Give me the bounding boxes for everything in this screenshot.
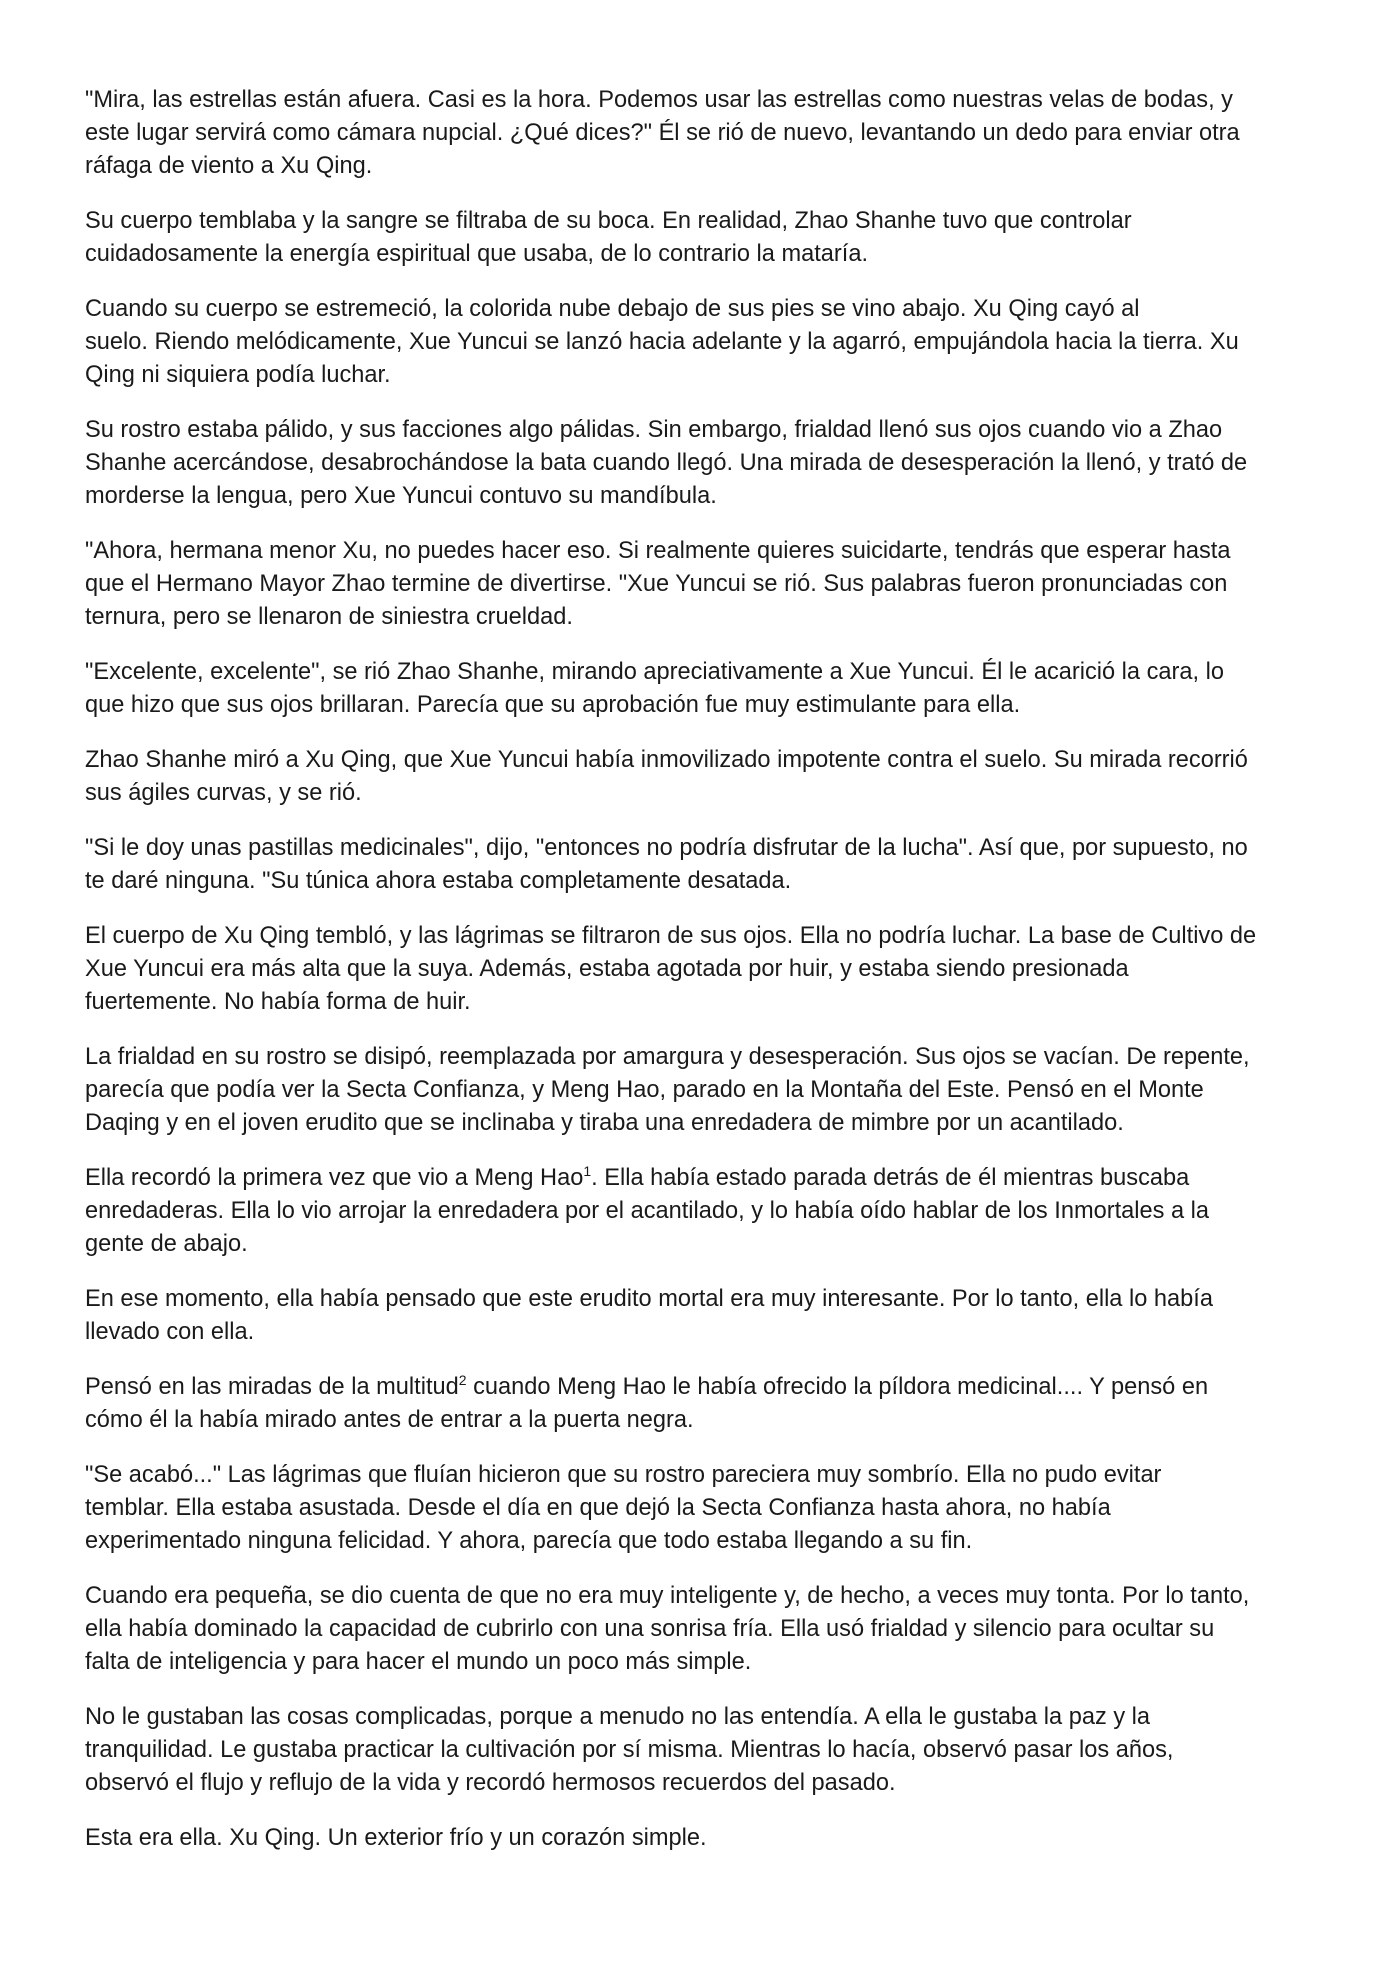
paragraph-12: En ese momento, ella había pensado que este erudito mortal era muy interesante. Por lo tanto, ella lo había llevado con ella.: [85, 1286, 1213, 1345]
paragraph-11: [85, 1162, 1325, 1261]
paragraph-14: "Se acabó..." Las lágrimas que fluían hicieron que su rostro pareciera muy sombrío. Ella no pudo evitar temblar. Ella estaba asustada. Desde el día en que dejó la Secta Confianza hasta ahora, no había experimentado ninguna felicidad. Y ahora, parecía que todo estaba llegando a su fin.: [85, 1462, 1162, 1554]
paragraph-17: Esta era ella. Xu Qing. Un exterior frío y un corazón simple.: [85, 1825, 707, 1851]
footnote-marker-2: 2: [458, 1372, 467, 1388]
paragraph-13: [85, 1371, 1325, 1437]
paragraph-13-text-after: cuando Meng Hao le había ofrecido la píldora medicinal.... Y pensó en cómo él la había mirado antes de entrar a la puerta negra.: [85, 1374, 1209, 1433]
paragraph-1: "Mira, las estrellas están afuera. Casi es la hora. Podemos usar las estrellas como nuestras velas de bodas, y este lugar servirá como cámara nupcial. ¿Qué dices?" Él se rió de nuevo, levantando un dedo para enviar otra ráfaga de viento a Xu Qing.: [85, 87, 1240, 179]
document-page: [85, 84, 1325, 1877]
paragraph-9: El cuerpo de Xu Qing tembló, y las lágrimas se filtraron de sus ojos. Ella no podría luchar. La base de Cultivo de Xue Yuncui era más alta que la suya. Además, estaba agotada por huir, y estaba siendo presionada fuertemente. No había forma de huir.: [85, 923, 1257, 1015]
paragraph-15: Cuando era pequeña, se dio cuenta de que no era muy inteligente y, de hecho, a veces muy tonta. Por lo tanto, ella había dominado la capacidad de cubrirlo con una sonrisa fría. Ella usó frialdad y silencio para ocultar su falta de inteligencia y para hacer el mundo un poco más simple.: [85, 1583, 1250, 1675]
paragraph-10: La frialdad en su rostro se disipó, reemplazada por amargura y desesperación. Sus ojos se vacían. De repente, parecía que podía ver la Secta Confianza, y Meng Hao, parado en la Montaña del Este. Pensó en el Monte Daqing y en el joven erudito que se inclinaba y tiraba una enredadera de mimbre por un acantilado.: [85, 1044, 1250, 1136]
paragraph-11-text-after: . Ella había estado parada detrás de él mientras buscaba enredaderas. Ella lo vio arrojar la enredadera por el acantilado, y lo había oído hablar de los Inmortales a la gente de abajo.: [85, 1165, 1210, 1257]
paragraph-11-text-before: Ella recordó la primera vez que vio a Meng Hao: [85, 1165, 584, 1191]
paragraph-7: Zhao Shanhe miró a Xu Qing, que Xue Yuncui había inmovilizado impotente contra el suelo. Su mirada recorrió sus ágiles curvas, y se rió.: [85, 747, 1248, 806]
paragraph-5: "Ahora, hermana menor Xu, no puedes hacer eso. Si realmente quieres suicidarte, tendrás que esperar hasta que el Hermano Mayor Zhao termine de divertirse. "Xue Yuncui se rió. Sus palabras fueron pronunciadas con ternura, pero se llenaron de siniestra crueldad.: [85, 538, 1231, 630]
paragraph-13-text-before: Pensó en las miradas de la multitud: [85, 1374, 459, 1400]
paragraph-16: No le gustaban las cosas complicadas, porque a menudo no las entendía. A ella le gustaba la paz y la tranquilidad. Le gustaba practicar la cultivación por sí misma. Mientras lo hacía, observó pasar los años, observó el flujo y reflujo de la vida y recordó hermosos recuerdos del pasado.: [85, 1704, 1174, 1796]
paragraph-2: Su cuerpo temblaba y la sangre se filtraba de su boca. En realidad, Zhao Shanhe tuvo que controlar cuidadosamente la energía espiritual que usaba, de lo contrario la mataría.: [85, 208, 1132, 267]
paragraph-8: "Si le doy unas pastillas medicinales", dijo, "entonces no podría disfrutar de la lucha". Así que, por supuesto, no te daré ninguna. "Su túnica ahora estaba completamente desatada.: [85, 835, 1248, 894]
paragraph-4: Su rostro estaba pálido, y sus facciones algo pálidas. Sin embargo, frialdad llenó sus ojos cuando vio a Zhao Shanhe acercándose, desabrochándose la bata cuando llegó. Una mirada de desesperación la llenó, y trató de morderse la lengua, pero Xue Yuncui contuvo su mandíbula.: [85, 417, 1248, 509]
paragraph-3: Cuando su cuerpo se estremeció, la colorida nube debajo de sus pies se vino abajo. Xu Qing cayó al suelo. Riendo melódicamente, Xue Yuncui se lanzó hacia adelante y la agarró, empujándola hacia la tierra. Xu Qing ni siquiera podía luchar.: [85, 296, 1239, 388]
footnote-marker-1: 1: [583, 1163, 592, 1179]
paragraph-6: "Excelente, excelente", se rió Zhao Shanhe, mirando apreciativamente a Xue Yuncui. Él le acarició la cara, lo que hizo que sus ojos brillaran. Parecía que su aprobación fue muy estimulante para ella.: [85, 659, 1224, 718]
